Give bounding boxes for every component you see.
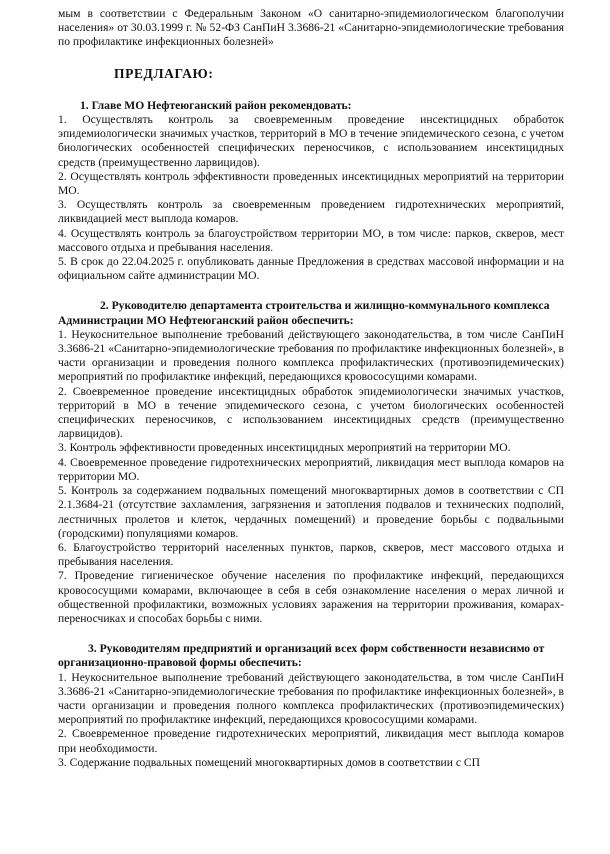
section-1	[58, 99, 564, 284]
list-item: 3. Содержание подвальных помещений многоквартирных домов в соответствии с СП	[58, 755, 480, 769]
list-item: 3. Осуществлять контроль за своевременным проведением гидротехнических мероприятий, ликвидацией мест выплода комаров.	[58, 198, 564, 226]
list-item: 2. Осуществлять контроль эффективности проведенных инсектицидных мероприятий на территории МО.	[58, 169, 564, 198]
list-item: 4. Осуществлять контроль за благоустройством территории МО, в том числе: парков, скверов, мест массового отдыха и пребывания населения.	[58, 226, 564, 254]
list-item: 7. Проведение гигиеническое обучение населения по профилактике инфекций, передающихся кровососущими комарами, включающее в себя в себя ознакомление населения о мерах личной и общественной профилактики, возможных условиях заражения на территории проживания, комарах-переносчиках и способах борьбы с ними.	[58, 569, 564, 625]
list-item: 6. Благоустройство территорий населенных пунктов, парков, скверов, мест массового отдыха и пребывания населения.	[58, 540, 564, 569]
intro-paragraph: мым в соответствии с Федеральным Законом «О санитарно-эпидемиологическом благополучии населения» от 30.03.1999 г. № 52-ФЗ СанПиН 3.3686-21 «Санитарно-эпидемиологические требования по профилактике инфекционных болезней»	[58, 7, 564, 49]
page-heading: ПРЕДЛАГАЮ:	[114, 65, 214, 81]
list-item: 1. Неукоснительное выполнение требований действующего законодательства, в том числе СанПиН 3.3686-21 «Санитарно-эпидемиологические требования по профилактике инфекционных болезней», в части организации и проведения полного комплекса профилактических (противоэпидемических) мероприятий по профилактике инфекций, передающихся кровососущими комарами.	[58, 327, 564, 384]
list-item: 1. Неукоснительное выполнение требований действующего законодательства, в том числе СанПиН 3.3686-21 «Санитарно-эпидемиологические требования по профилактике инфекционных болезней», в части организации и проведения полного комплекса профилактических (противоэпидемических) мероприятий по профилактике инфекций, передающихся кровососущими комарами.	[58, 670, 564, 727]
list-item: 5. Контроль за содержанием подвальных помещений многоквартирных домов в соответствии с СП 2.1.3684-21 (отсутствие захламления, загрязнения и затопления подвалов и технических подполий, лестничных пролетов и клеток, чердачных помещений) и проведение борьбы с подвальными (городскими) популяциями комаров.	[58, 484, 564, 540]
section-2	[58, 299, 564, 626]
section-title: 1. Главе МО Нефтеюганский район рекомендовать:	[80, 98, 352, 112]
list-item: 2. Своевременное проведение гидротехнических мероприятий, ликвидация мест выплода комаров при необходимости.	[58, 727, 564, 755]
list-item: 2. Своевременное проведение инсектицидных обработок эпидемиологически значимых участков, территорий в МО в течение эпидемического сезона, с учетом биологических особенностей специфических переносчиков, с использованием инсектицидных средств (преимущественно ларвицидов).	[58, 384, 564, 441]
section-title: 2. Руководителю департамента строительства и жилищно-коммунального комплекса Администрации МО Нефтеюганский район обеспечить:	[58, 299, 550, 327]
list-item: 1. Осуществлять контроль за своевременным проведение инсектицидных обработок эпидемиологически значимых участков, территорий в МО в течение эпидемического сезона, с учетом биологических особенностей специфических переносчиков, с использованием инсектицидных средств (преимущественно ларвицидов).	[58, 113, 564, 169]
section-title: 3. Руководителям предприятий и организаций всех форм собственности независимо от организационно-правовой формы обеспечить:	[58, 642, 545, 670]
list-item: 4. Своевременное проведение гидротехнических мероприятий, ликвидация мест выплода комаров на территории МО.	[58, 455, 564, 483]
list-item: 3. Контроль эффективности проведенных инсектицидных мероприятий на территории МО.	[58, 441, 511, 455]
section-3	[58, 642, 564, 770]
list-item: 5. В срок до 22.04.2025 г. опубликовать данные Предложения в средствах массовой информации и на официальном сайте администрации МО.	[58, 255, 564, 283]
